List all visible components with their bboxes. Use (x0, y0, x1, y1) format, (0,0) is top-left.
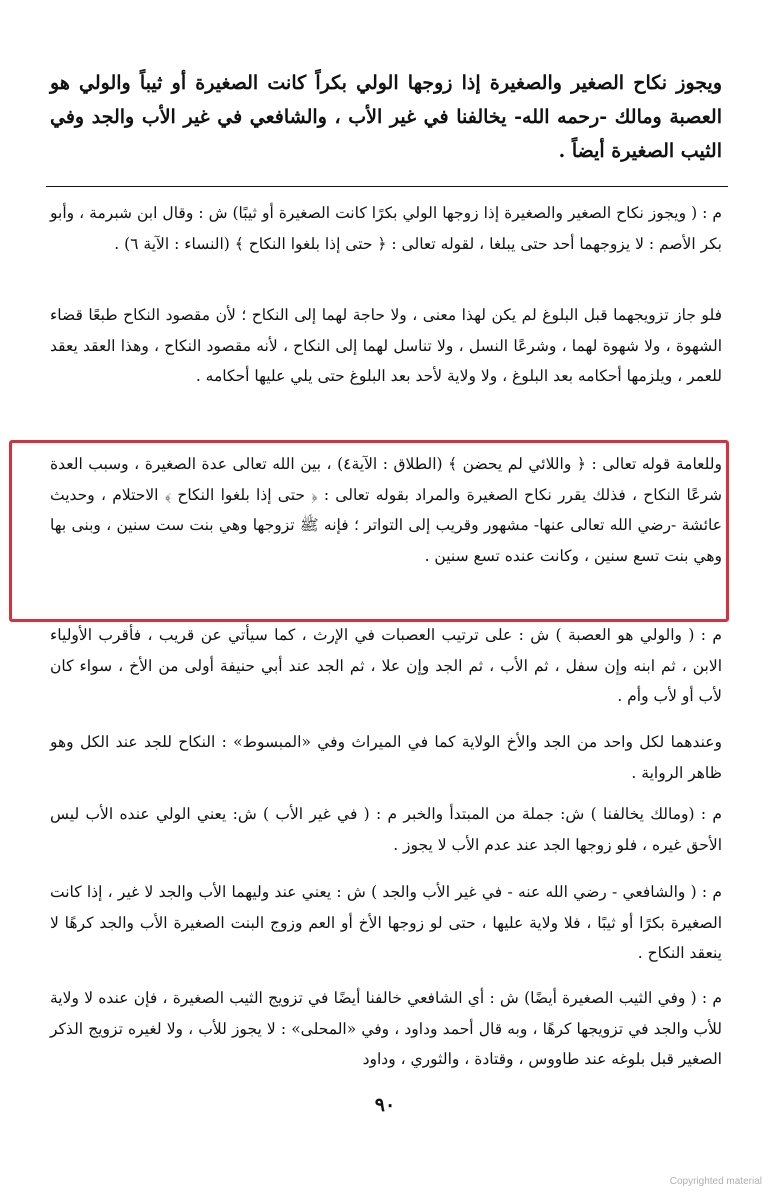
commentary-paragraph-1: م : ( ويجوز نكاح الصغير والصغيرة إذا زوجها الولي بكرًا كانت الصغيرة أو ثيبًا) ش : وقال ابن شبرمة ، وأبو بكر الأصم : لا يزوجهما أحد حتى يبلغا ، لقوله تعالى : ﴿ حتى إذا بلغوا النكاح ﴾ (النساء : الآية ٦) . (50, 204, 722, 253)
copyright-watermark: Copyrighted material (669, 1176, 762, 1187)
commentary-paragraph-5: وعندهما لكل واحد من الجد والأخ الولاية كما في الميراث وفي «المبسوط» : النكاح للجد عند الكل وهو ظاهر الرواية . (50, 733, 722, 782)
commentary-paragraph-2: فلو جاز تزويجهما قبل البلوغ لم يكن لهذا معنى ، ولا حاجة لهما إلى النكاح ؛ لأن مقصود النكاح طبعًا قضاء الشهوة ، ولا شهوة لهما ، وشرعًا النسل ، ولا تناسل لهما إلى النكاح ، لأنه مقصود النكاح ، وهذا العقد يعقد للعمر ، ويلزمها أحكامه بعد البلوغ ، ولا ولاية لأحد بعد البلوغ حتى يلي عليها أحكامه . (50, 306, 722, 385)
page-number: ٩٠ (374, 1094, 396, 1116)
section-divider (46, 186, 728, 187)
commentary-paragraph-8: م : ( وفي الثيب الصغيرة أيضًا) ش : أي الشافعي خالفنا أيضًا في تزويج الثيب الصغيرة ، فإن عنده لا ولاية للأب والجد في تزويجها كرهًا ، وبه قال أحمد وداود ، وفي «المحلى» : لا يجوز للأب ، ولا لغيره تزويج الذكر الصغير قبل بلوغه عند طاووس ، وقتادة ، والثوري ، وداود (50, 989, 722, 1068)
commentary-paragraph-6: م : (ومالك يخالفنا ) ش: جملة من المبتدأ والخبر م : ( في غير الأب ) ش: يعني الولي عنده الأب ليس الأحق غيره ، فلو زوجها الجد عند عدم الأب لا يجوز . (50, 805, 722, 854)
commentary-paragraph-3-highlighted: وللعامة قوله تعالى : ﴿ واللائي لم يحضن ﴾ (الطلاق : الآية٤) ، بين الله تعالى عدة الصغيرة ، وسبب العدة شرعًا النكاح ، فذلك يقرر نكاح الصغيرة والمراد بقوله تعالى : ﴿ حتى إذا بلغوا النكاح ﴾ الاحتلام ، وحديث عائشة -رضي الله تعالى عنها- مشهور وقريب إلى التواتر ؛ فإنه ﷺ تزوجها وهي بنت ست سنين ، وبنى بها وهي بنت تسع سنين ، وكانت عنده تسع سنين . (50, 455, 723, 565)
highlight-box (9, 440, 729, 622)
commentary-paragraph-4: م : ( والولي هو العصبة ) ش : على ترتيب العصبات في الإرث ، كما سيأتي عن قريب ، فأقرب الأولياء الابن ، ثم ابنه وإن سفل ، ثم الأب ، ثم الجد وإن علا ، ثم الجد عند أبي حنيفة أولى من الأخ ، سواء كان لأب أو لأب وأم . (50, 626, 722, 705)
main-matn-text: ويجوز نكاح الصغير والصغيرة إذا زوجها الولي بكراً كانت الصغيرة أو ثيباً والولي هو العصبة ومالك -رحمه الله- يخالفنا في غير الأب ، والشافعي في غير الأب والجد وفي الثيب الصغيرة أيضاً . (50, 72, 722, 162)
commentary-paragraph-7: م : ( والشافعي - رضي الله عنه - في غير الأب والجد ) ش : يعني عند وليهما الأب والجد لا غير ، إذا كانت الصغيرة بكرًا أو ثيبًا ، فلا ولاية عليها ، حتى لو زوجها الأخ أو العم وزوج البنت الصغيرة الأب والجد كرهًا لا ينعقد النكاح . (50, 883, 722, 962)
